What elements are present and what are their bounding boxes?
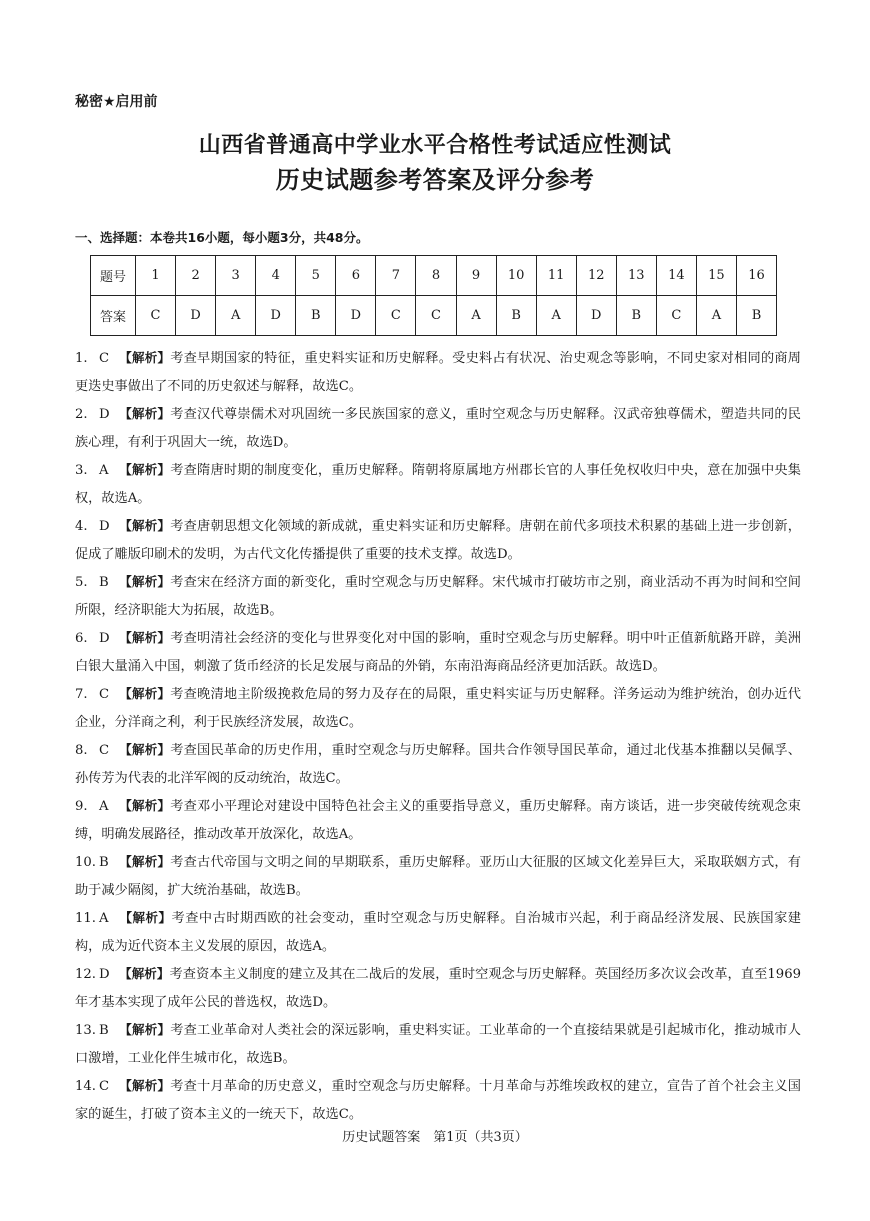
answer-cell: D bbox=[336, 296, 376, 336]
item-answer: A bbox=[99, 911, 109, 926]
explanation-item bbox=[75, 568, 801, 624]
item-explanation: 考查宋在经济方面的新变化，重时空观念与历史解释。宋代城市打破坊市之别，商业活动不再为时间和空间所限，经济职能大为拓展，故选B。 bbox=[75, 575, 801, 618]
answer-cell: A bbox=[216, 296, 256, 336]
item-explanation: 考查早期国家的特征，重史料实证和历史解释。受史料占有状况、治史观念等影响，不同史家对相同的商周更迭史事做出了不同的历史叙述与解释，故选C。 bbox=[75, 351, 801, 394]
item-answer: C bbox=[99, 687, 110, 702]
analysis-tag: 【解析】 bbox=[119, 798, 171, 813]
explanation-item bbox=[75, 624, 801, 680]
answer-row bbox=[91, 296, 777, 336]
answer-cell: A bbox=[456, 296, 496, 336]
item-answer: D bbox=[99, 967, 110, 982]
question-number-cell: 5 bbox=[296, 256, 336, 296]
item-explanation: 考查明清社会经济的变化与世界变化对中国的影响，重时空观念与历史解释。明中叶正值新航路开辟，美洲白银大量涌入中国，刺激了货币经济的长足发展与商品的外销，东南沿海商品经济更加活跃。故选D。 bbox=[75, 631, 801, 674]
item-explanation: 考查邓小平理论对建设中国特色社会主义的重要指导意义，重历史解释。南方谈话，进一步突破传统观念束缚，明确发展路径，推动改革开放深化，故选A。 bbox=[75, 799, 801, 842]
item-explanation: 考查工业革命对人类社会的深远影响，重史料实证。工业革命的一个直接结果就是引起城市化，推动城市人口激增，工业化伴生城市化，故选B。 bbox=[75, 1023, 801, 1066]
question-number-cell: 13 bbox=[616, 256, 656, 296]
explanation-item bbox=[75, 400, 801, 456]
question-number-cell: 3 bbox=[216, 256, 256, 296]
item-number: 3. bbox=[75, 463, 88, 478]
explanation-item bbox=[75, 792, 801, 848]
question-number-cell: 15 bbox=[696, 256, 736, 296]
answer-cell: B bbox=[496, 296, 536, 336]
answer-cell: C bbox=[656, 296, 696, 336]
item-answer: C bbox=[99, 743, 110, 758]
page-footer: 历史试题答案 第1页（共3页） bbox=[342, 1130, 528, 1145]
explanation-item bbox=[75, 680, 801, 736]
answer-cell: A bbox=[536, 296, 576, 336]
question-number-cell: 10 bbox=[496, 256, 536, 296]
item-answer: C bbox=[99, 1079, 110, 1094]
answer-cell: D bbox=[176, 296, 216, 336]
answer-cell: B bbox=[736, 296, 776, 336]
explanation-item bbox=[75, 904, 801, 960]
item-number: 1. bbox=[75, 351, 88, 366]
item-answer: C bbox=[99, 351, 110, 366]
item-explanation: 考查隋唐时期的制度变化，重历史解释。隋朝将原属地方州郡长官的人事任免权收归中央，意在加强中央集权，故选A。 bbox=[75, 463, 801, 506]
item-number: 6. bbox=[75, 631, 88, 646]
explanation-item bbox=[75, 1072, 801, 1128]
question-number-cell: 1 bbox=[136, 256, 176, 296]
analysis-tag: 【解析】 bbox=[119, 686, 171, 701]
question-number-cell: 2 bbox=[176, 256, 216, 296]
item-explanation: 考查唐朝思想文化领域的新成就，重史料实证和历史解释。唐朝在前代多项技术积累的基础上进一步创新，促成了雕版印刷术的发明，为古代文化传播提供了重要的技术支撑。故选D。 bbox=[75, 519, 801, 562]
item-answer: B bbox=[99, 575, 109, 590]
analysis-tag: 【解析】 bbox=[119, 1078, 171, 1093]
explanation-item bbox=[75, 736, 801, 792]
explanation-item bbox=[75, 512, 801, 568]
explanation-item bbox=[75, 960, 801, 1016]
item-explanation: 考查十月革命的历史意义，重时空观念与历史解释。十月革命与苏维埃政权的建立，宣告了首个社会主义国家的诞生，打破了资本主义的一统天下，故选C。 bbox=[75, 1079, 801, 1122]
question-number-cell: 14 bbox=[656, 256, 696, 296]
explanation-item bbox=[75, 456, 801, 512]
answer-cell: C bbox=[136, 296, 176, 336]
item-explanation: 考查国民革命的历史作用，重时空观念与历史解释。国共合作领导国民革命，通过北伐基本推翻以吴佩孚、孙传芳为代表的北洋军阀的反动统治，故选C。 bbox=[75, 743, 801, 786]
analysis-tag: 【解析】 bbox=[119, 462, 171, 477]
explanation-item bbox=[75, 848, 801, 904]
item-number: 10. bbox=[75, 855, 96, 870]
analysis-tag: 【解析】 bbox=[119, 854, 171, 869]
item-explanation: 考查古代帝国与文明之间的早期联系，重历史解释。亚历山大征服的区域文化差异巨大，采取联姻方式，有助于减少隔阂，扩大统治基础，故选B。 bbox=[75, 855, 801, 898]
answer-cell: D bbox=[576, 296, 616, 336]
confidential-mark: 秘密★启用前 bbox=[75, 94, 158, 110]
question-number-cell: 11 bbox=[536, 256, 576, 296]
analysis-tag: 【解析】 bbox=[119, 910, 172, 925]
item-answer: B bbox=[99, 855, 109, 870]
explanation-item bbox=[75, 344, 801, 400]
item-explanation: 考查晚清地主阶级挽救危局的努力及存在的局限，重史料实证与历史解释。洋务运动为维护统治，创办近代企业，分洋商之利，利于民族经济发展，故选C。 bbox=[75, 687, 801, 730]
item-number: 4. bbox=[75, 519, 88, 534]
analysis-tag: 【解析】 bbox=[119, 574, 171, 589]
row-label-answer: 答案 bbox=[91, 296, 136, 336]
item-answer: B bbox=[99, 1023, 109, 1038]
analysis-tag: 【解析】 bbox=[119, 742, 171, 757]
item-number: 8. bbox=[75, 743, 88, 758]
item-answer: A bbox=[99, 463, 109, 478]
answer-cell: B bbox=[616, 296, 656, 336]
answer-cell: B bbox=[296, 296, 336, 336]
item-explanation: 考查资本主义制度的建立及其在二战后的发展，重时空观念与历史解释。英国经历多次议会改革，直至1969年才基本实现了成年公民的普选权，故选D。 bbox=[75, 967, 801, 1010]
answer-cell: D bbox=[256, 296, 296, 336]
analysis-tag: 【解析】 bbox=[119, 518, 171, 533]
item-number: 2. bbox=[75, 407, 88, 422]
answer-cell: A bbox=[696, 296, 736, 336]
analysis-tag: 【解析】 bbox=[119, 630, 171, 645]
question-number-cell: 6 bbox=[336, 256, 376, 296]
analysis-tag: 【解析】 bbox=[119, 966, 170, 981]
item-number: 9. bbox=[75, 799, 88, 814]
exam-title: 山西省普通高中学业水平合格性考试适应性测试 bbox=[198, 133, 672, 158]
document-title: 历史试题参考答案及评分参考 bbox=[275, 166, 595, 194]
analysis-tag: 【解析】 bbox=[119, 406, 171, 421]
item-answer: D bbox=[99, 631, 110, 646]
item-answer: D bbox=[99, 519, 110, 534]
question-number-cell: 4 bbox=[256, 256, 296, 296]
item-answer: D bbox=[99, 407, 110, 422]
question-number-cell: 9 bbox=[456, 256, 496, 296]
row-label-number: 题号 bbox=[91, 256, 136, 296]
item-answer: A bbox=[99, 799, 109, 814]
item-number: 14. bbox=[75, 1079, 96, 1094]
item-number: 5. bbox=[75, 575, 88, 590]
question-number-cell: 16 bbox=[736, 256, 776, 296]
explanation-list bbox=[75, 344, 801, 1128]
question-number-cell: 7 bbox=[376, 256, 416, 296]
analysis-tag: 【解析】 bbox=[119, 1022, 171, 1037]
answer-cell: C bbox=[376, 296, 416, 336]
section-heading: 一、选择题：本卷共16小题，每小题3分，共48分。 bbox=[75, 230, 369, 245]
answer-table bbox=[90, 255, 777, 336]
analysis-tag: 【解析】 bbox=[119, 350, 171, 365]
item-explanation: 考查中古时期西欧的社会变动，重时空观念与历史解释。自治城市兴起，利于商品经济发展、民族国家建构，成为近代资本主义发展的原因，故选A。 bbox=[75, 911, 801, 954]
item-number: 12. bbox=[75, 967, 96, 982]
item-number: 13. bbox=[75, 1023, 96, 1038]
question-number-cell: 8 bbox=[416, 256, 456, 296]
question-number-cell: 12 bbox=[576, 256, 616, 296]
explanation-item bbox=[75, 1016, 801, 1072]
item-number: 7. bbox=[75, 687, 88, 702]
item-number: 11. bbox=[75, 911, 96, 926]
item-explanation: 考查汉代尊崇儒术对巩固统一多民族国家的意义，重时空观念与历史解释。汉武帝独尊儒术，塑造共同的民族心理，有利于巩固大一统，故选D。 bbox=[75, 407, 801, 450]
question-number-row bbox=[91, 256, 777, 296]
answer-cell: C bbox=[416, 296, 456, 336]
